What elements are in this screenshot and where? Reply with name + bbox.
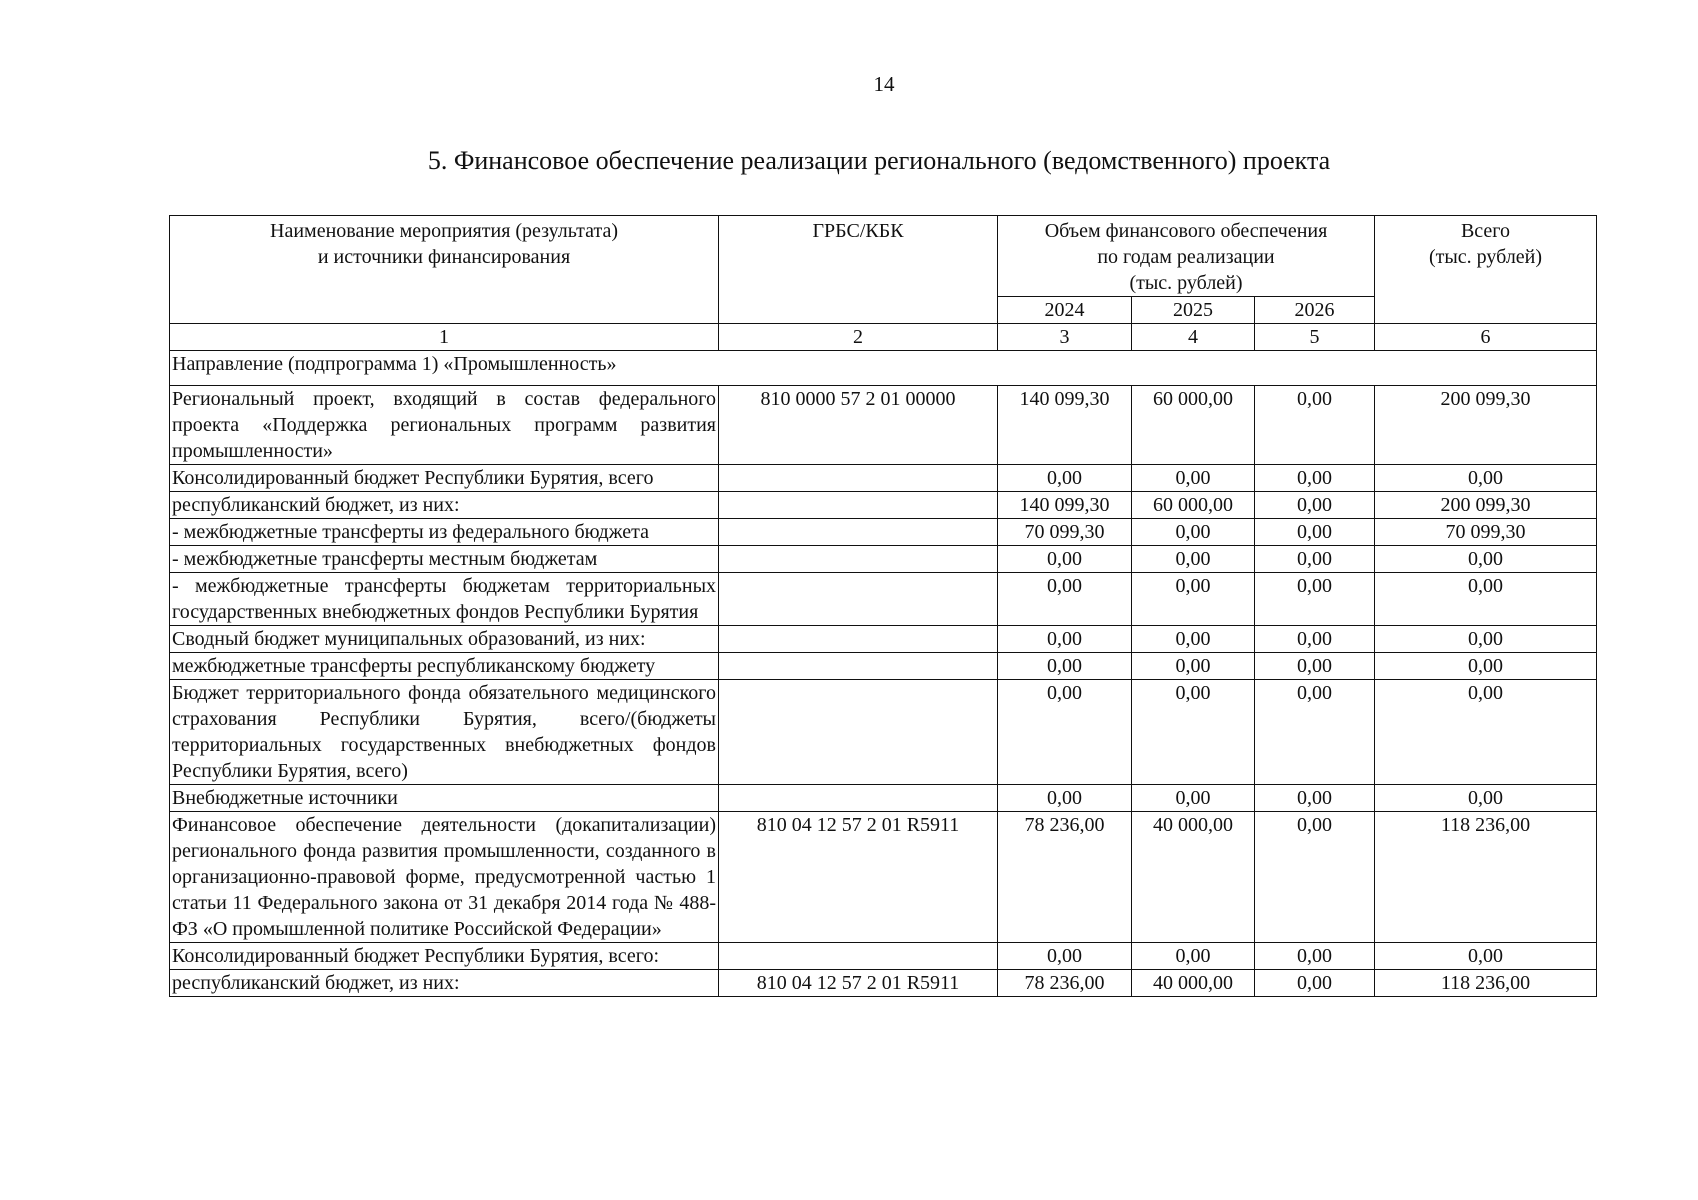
table-row bbox=[170, 653, 1597, 680]
row-name-cell: Сводный бюджет муниципальных образований, из них: bbox=[170, 626, 719, 653]
year-2024-cell: 0,00 bbox=[998, 653, 1132, 680]
year-2025-cell: 0,00 bbox=[1132, 626, 1255, 653]
year-2025-cell: 60 000,00 bbox=[1132, 386, 1255, 465]
header-name bbox=[170, 216, 719, 324]
year-2024-cell: 140 099,30 bbox=[998, 492, 1132, 519]
table-row bbox=[170, 386, 1597, 465]
year-2026-cell: 0,00 bbox=[1255, 546, 1375, 573]
table-row bbox=[170, 465, 1597, 492]
year-2025-cell: 0,00 bbox=[1132, 680, 1255, 785]
total-cell: 0,00 bbox=[1375, 680, 1597, 785]
year-2025-cell: 60 000,00 bbox=[1132, 492, 1255, 519]
table-row bbox=[170, 492, 1597, 519]
header-name-text: Наименование мероприятия (результата) и источники финансирования bbox=[270, 220, 618, 268]
year-2026-cell: 0,00 bbox=[1255, 492, 1375, 519]
column-number: 1 bbox=[170, 324, 719, 351]
year-2025-cell: 0,00 bbox=[1132, 546, 1255, 573]
year-2024-cell: 70 099,30 bbox=[998, 519, 1132, 546]
code-cell: 810 04 12 57 2 01 R5911 bbox=[719, 812, 998, 943]
section-label: Направление (подпрограмма 1) «Промышленность» bbox=[170, 351, 1597, 386]
header-code-text: ГРБС/КБК bbox=[812, 220, 904, 242]
column-number: 6 bbox=[1375, 324, 1597, 351]
year-2025-cell: 0,00 bbox=[1132, 573, 1255, 626]
code-cell bbox=[719, 519, 998, 546]
row-name-cell: Финансовое обеспечение деятельности (докапитализации) регионального фонда развития промышленности, созданного в организационно-правовой форме, предусмотренной частью 1 статьи 11 Федерального закона от 31 декабря 2014 года № 488-ФЗ «О промышленной политике Российской Федерации» bbox=[170, 812, 719, 943]
year-2024-cell: 0,00 bbox=[998, 465, 1132, 492]
year-2024-cell: 0,00 bbox=[998, 626, 1132, 653]
total-cell: 200 099,30 bbox=[1375, 386, 1597, 465]
row-name-cell: республиканский бюджет, из них: bbox=[170, 492, 719, 519]
column-number: 3 bbox=[998, 324, 1132, 351]
row-name-cell: - межбюджетные трансферты бюджетам территориальных государственных внебюджетных фондов Республики Бурятия bbox=[170, 573, 719, 626]
total-cell: 0,00 bbox=[1375, 465, 1597, 492]
year-2025-cell: 40 000,00 bbox=[1132, 812, 1255, 943]
header-year-2026: 2026 bbox=[1255, 297, 1375, 324]
total-cell: 0,00 bbox=[1375, 943, 1597, 970]
year-2026-cell: 0,00 bbox=[1255, 812, 1375, 943]
row-name-cell: межбюджетные трансферты республиканскому бюджету bbox=[170, 653, 719, 680]
row-name-cell: Бюджет территориального фонда обязательного медицинского страхования Республики Бурятия, всего/(бюджеты территориальных государственных внебюджетных фондов Республики Бурятия, всего) bbox=[170, 680, 719, 785]
year-2025-cell: 40 000,00 bbox=[1132, 970, 1255, 997]
code-cell bbox=[719, 680, 998, 785]
year-2024-cell: 78 236,00 bbox=[998, 812, 1132, 943]
year-2026-cell: 0,00 bbox=[1255, 680, 1375, 785]
year-2024-cell: 0,00 bbox=[998, 546, 1132, 573]
column-number: 2 bbox=[719, 324, 998, 351]
total-cell: 200 099,30 bbox=[1375, 492, 1597, 519]
code-cell: 810 0000 57 2 01 00000 bbox=[719, 386, 998, 465]
header-code bbox=[719, 216, 998, 324]
row-name-cell: Региональный проект, входящий в состав федерального проекта «Поддержка региональных программ развития промышленности» bbox=[170, 386, 719, 465]
table-row bbox=[170, 626, 1597, 653]
column-number: 4 bbox=[1132, 324, 1255, 351]
row-name-cell: Внебюджетные источники bbox=[170, 785, 719, 812]
total-cell: 70 099,30 bbox=[1375, 519, 1597, 546]
year-2024-cell: 0,00 bbox=[998, 943, 1132, 970]
code-cell bbox=[719, 465, 998, 492]
table-row bbox=[170, 812, 1597, 943]
year-2026-cell: 0,00 bbox=[1255, 519, 1375, 546]
year-2026-cell: 0,00 bbox=[1255, 785, 1375, 812]
total-cell: 0,00 bbox=[1375, 626, 1597, 653]
total-cell: 0,00 bbox=[1375, 573, 1597, 626]
code-cell bbox=[719, 653, 998, 680]
table-body bbox=[170, 324, 1597, 997]
code-cell bbox=[719, 573, 998, 626]
page-number: 14 bbox=[873, 72, 895, 96]
header-volume bbox=[998, 216, 1375, 297]
table-row bbox=[170, 785, 1597, 812]
total-cell: 0,00 bbox=[1375, 785, 1597, 812]
total-cell: 0,00 bbox=[1375, 546, 1597, 573]
table-row bbox=[170, 546, 1597, 573]
code-cell bbox=[719, 492, 998, 519]
table-row bbox=[170, 943, 1597, 970]
header-total-text: Всего (тыс. рублей) bbox=[1428, 220, 1543, 268]
row-name-cell: - межбюджетные трансферты из федерального бюджета bbox=[170, 519, 719, 546]
year-2025-cell: 0,00 bbox=[1132, 653, 1255, 680]
row-name-cell: Консолидированный бюджет Республики Бурятия, всего: bbox=[170, 943, 719, 970]
year-2026-cell: 0,00 bbox=[1255, 386, 1375, 465]
year-2026-cell: 0,00 bbox=[1255, 573, 1375, 626]
total-cell: 118 236,00 bbox=[1375, 970, 1597, 997]
header-year-2025: 2025 bbox=[1132, 297, 1255, 324]
table-row bbox=[170, 970, 1597, 997]
code-cell: 810 04 12 57 2 01 R5911 bbox=[719, 970, 998, 997]
code-cell bbox=[719, 943, 998, 970]
code-cell bbox=[719, 546, 998, 573]
year-2024-cell: 0,00 bbox=[998, 785, 1132, 812]
year-2025-cell: 0,00 bbox=[1132, 943, 1255, 970]
table-row bbox=[170, 573, 1597, 626]
year-2024-cell: 0,00 bbox=[998, 573, 1132, 626]
header-year-2024: 2024 bbox=[998, 297, 1132, 324]
header-volume-text: Объем финансового обеспечения по годам реализации (тыс. рублей) bbox=[1044, 220, 1328, 294]
year-2025-cell: 0,00 bbox=[1132, 785, 1255, 812]
section-title: 5. Финансовое обеспечение реализации регионального (ведомственного) проекта bbox=[427, 146, 1331, 175]
section-row bbox=[170, 351, 1597, 386]
year-2024-cell: 140 099,30 bbox=[998, 386, 1132, 465]
year-2026-cell: 0,00 bbox=[1255, 653, 1375, 680]
row-name-cell: - межбюджетные трансферты местным бюджетам bbox=[170, 546, 719, 573]
year-2024-cell: 78 236,00 bbox=[998, 970, 1132, 997]
year-2026-cell: 0,00 bbox=[1255, 970, 1375, 997]
row-name-cell: Консолидированный бюджет Республики Бурятия, всего bbox=[170, 465, 719, 492]
year-2025-cell: 0,00 bbox=[1132, 465, 1255, 492]
table-row bbox=[170, 519, 1597, 546]
year-2026-cell: 0,00 bbox=[1255, 626, 1375, 653]
table-row bbox=[170, 680, 1597, 785]
year-2024-cell: 0,00 bbox=[998, 680, 1132, 785]
total-cell: 0,00 bbox=[1375, 653, 1597, 680]
financing-table bbox=[169, 215, 1597, 997]
row-name-cell: республиканский бюджет, из них: bbox=[170, 970, 719, 997]
code-cell bbox=[719, 785, 998, 812]
year-2025-cell: 0,00 bbox=[1132, 519, 1255, 546]
year-2026-cell: 0,00 bbox=[1255, 943, 1375, 970]
total-cell: 118 236,00 bbox=[1375, 812, 1597, 943]
year-2026-cell: 0,00 bbox=[1255, 465, 1375, 492]
column-numbers-row bbox=[170, 324, 1597, 351]
header-total bbox=[1375, 216, 1597, 324]
column-number: 5 bbox=[1255, 324, 1375, 351]
code-cell bbox=[719, 626, 998, 653]
